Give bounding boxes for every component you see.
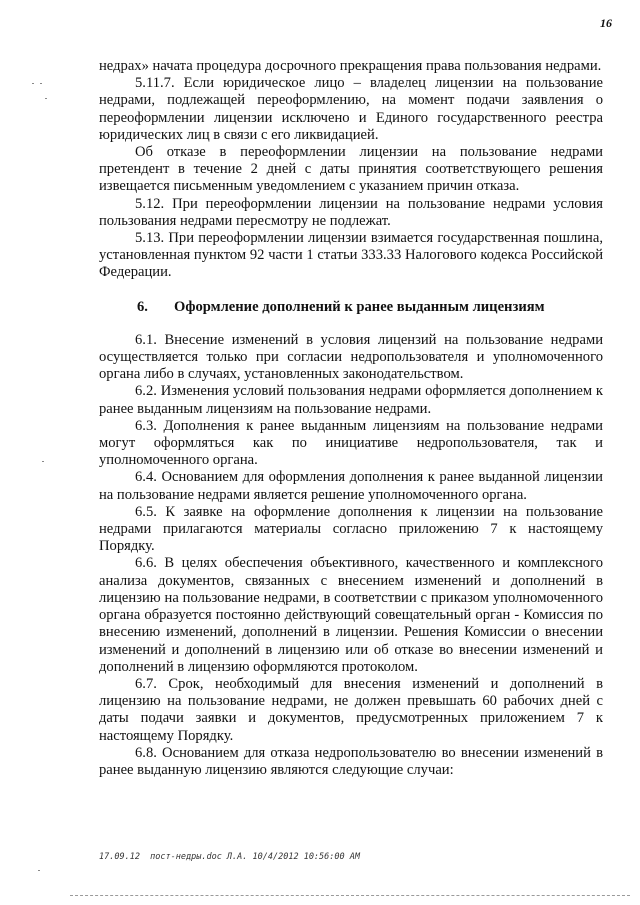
- paragraph-6-6: 6.6. В целях обеспечения объективного, качественного и комплексного анализа документов, связанных с внесением изменений и дополнений в лицензию на пользование недрами, в соответствии с приказом уполномоченного органа образуется постоянно действующий совещательный орган - Комиссия по внесению изменений, дополнений в лицензии. Решения Комиссии о внесении изменений и дополнений в лицензию или об отказе во внесении изменений и дополнений в лицензию оформляются протоколом.: [99, 555, 603, 675]
- paragraph-6-1: 6.1. Внесение изменений в условия лицензий на пользование недрами осуществляется только при согласии недропользователя и уполномоченного органа либо в случаях, установленных законодательством.: [99, 331, 603, 383]
- scan-speck: [38, 870, 40, 871]
- file-footer: 17.09.12 пост-недры.doc Л.А. 10/4/2012 10:56:00 AM: [99, 852, 360, 862]
- paragraph-5-13: 5.13. При переоформлении лицензии взимается государственная пошлина, установленная пунктом 92 части 1 статьи 333.33 Налогового кодекса Российской Федерации.: [99, 230, 603, 281]
- scan-speck: [42, 461, 44, 462]
- paragraph-refusal-notice: Об отказе в переоформлении лицензии на пользование недрами претендент в течение 2 дней с даты принятия соответствующего решения извещается письменным уведомлением с указанием причин отказа.: [99, 144, 603, 195]
- paragraph-continuation: недрах» начата процедура досрочного прекращения права пользования недрами.: [99, 58, 602, 74]
- page-number: 16: [600, 16, 612, 30]
- paragraph-6-5: 6.5. К заявке на оформление дополнения к лицензии на пользование недрами прилагаются материалы согласно приложению 7 к настоящему Порядку.: [99, 503, 603, 555]
- paragraph-6-3: 6.3. Дополнения к ранее выданным лицензиям на пользование недрами могут оформляться как по инициативе недропользователя, так и уполномоченного органа.: [99, 417, 603, 469]
- paragraph-5-11-7: 5.11.7. Если юридическое лицо – владелец лицензии на пользование недрами, подлежащей переоформлению, на момент подачи заявления о переоформлении лицензии исключено и Единого государственного реестра юридических лиц в связи с его ликвидацией.: [99, 75, 603, 143]
- section-number: 6.: [137, 298, 148, 315]
- scan-speck: [32, 83, 34, 84]
- page-edge-divider: [70, 895, 630, 896]
- paragraph-6-4: 6.4. Основанием для оформления дополнения к ранее выданной лицензии на пользование недрами является решение уполномоченного органа.: [99, 469, 603, 503]
- document-body: [99, 58, 603, 779]
- paragraph-6-7: 6.7. Срок, необходимый для внесения изменений и дополнений в лицензию на пользование недрами, не должен превышать 60 рабочих дней с даты подачи заявки и документов, предусмотренных приложением 7 к настоящему Порядку.: [99, 675, 603, 744]
- section-title: Оформление дополнений к ранее выданным лицензиям: [174, 298, 545, 315]
- paragraph-6-2: 6.2. Изменения условий пользования недрами оформляется дополнением к ранее выданным лицензиям на пользование недрами.: [99, 383, 603, 417]
- section-heading: [99, 299, 603, 316]
- scan-speck: [40, 83, 42, 84]
- paragraph-5-12: 5.12. При переоформлении лицензии на пользование недрами условия пользования недрами пересмотру не подлежат.: [99, 195, 603, 229]
- scan-speck: [45, 98, 47, 99]
- paragraph-6-8: 6.8. Основанием для отказа недропользователю во внесении изменений в ранее выданную лицензию являются следующие случаи:: [99, 744, 603, 778]
